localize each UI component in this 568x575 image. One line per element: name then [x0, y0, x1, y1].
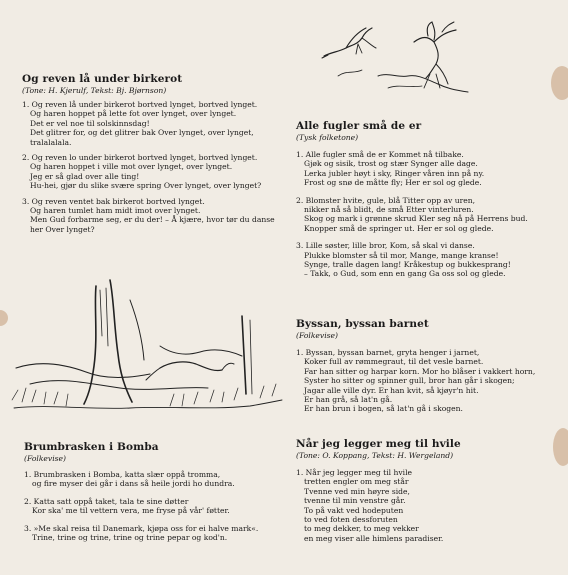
song-subtitle: (Tysk folketone)	[296, 133, 359, 142]
verse-line: tralalalala.	[30, 137, 72, 147]
song-og-reven	[22, 73, 282, 240]
birds-illustration	[318, 18, 478, 100]
verse-line: Gjøk og sisik, trost og stær Synger alle dage.	[304, 159, 478, 169]
verse-line: to ved foten dessforuten	[304, 515, 398, 525]
verse-line: Trine, trine og trine, trine og trine pepar og kod'n.	[32, 533, 228, 543]
verse-line: 1. Brumbrasken i Bomba, katta slær oppå tromma,	[24, 470, 221, 479]
verse-line: 1. Når jeg legger meg til hvile	[296, 468, 413, 477]
verse-line: 2. Og reven lo under birkerot bortved lynget, bortved lynget.	[22, 153, 258, 163]
verse-line: tretten engler om meg står	[304, 477, 409, 487]
verse	[296, 468, 551, 543]
verse-line: Jagar alle ville dyr. Er han kvit, så kjøyr'n hit.	[304, 385, 479, 395]
song-alle-fugler	[296, 120, 551, 285]
verse-line: 2. Katta satt oppå taket, tala te sine døtter	[24, 496, 189, 506]
verse-line: her Over lynget?	[30, 224, 95, 234]
song-title: Byssan, byssan barnet	[296, 318, 429, 330]
verse-line: nikker nå så blidt, de små Etter vinterluren.	[304, 205, 474, 215]
verse-line: To på vakt ved hodeputen	[304, 505, 404, 515]
verse-line: Jeg er så glad over alle ting!	[30, 171, 140, 181]
song-subtitle: (Tone: O. Koppang, Tekst: H. Wergeland)	[296, 451, 454, 460]
verse-line: Frost og snø de måtte fly; Her er sol og glede.	[304, 178, 482, 188]
page-stain	[0, 310, 8, 326]
verse	[22, 197, 282, 235]
song-subtitle: (Tone: H. Kjerulf, Tekst: Bj. Bjørnson)	[22, 86, 167, 95]
fox-stump-illustration	[10, 276, 285, 416]
verse	[22, 153, 282, 191]
page-stain	[551, 66, 568, 100]
verse	[24, 497, 274, 516]
verse-line: Syster ho sitter og spinner gull, bror han går i skogen;	[304, 376, 515, 386]
verse-line: Kor ska' me til vettern vera, me fryse på vår' føtter.	[32, 506, 230, 516]
verse-line: Det er vel noe til solskinnsdag!	[30, 118, 150, 128]
verse-line: Og haren hoppet på lette fot over lynget, over lynget.	[30, 109, 237, 119]
verse-line: Skog og mark i grønne skrud Kler seg nå på Herrens bud.	[304, 214, 528, 224]
verse-line: Knopper små de springer ut. Her er sol og glede.	[304, 223, 494, 233]
verse-line: Plukke blomster så til mor, Mange, mange kranse!	[304, 250, 499, 260]
verse	[24, 524, 274, 543]
verse	[296, 241, 551, 279]
song-naar-jeg-legger	[296, 438, 551, 549]
verse-line: 3. Og reven ventet bak birkerot bortved lynget.	[22, 196, 205, 206]
verse-line: tvenne til min venstre går.	[304, 496, 406, 506]
song-title: Alle fugler små de er	[296, 120, 422, 132]
verse-line: to meg dekker, to meg vekker	[304, 524, 419, 534]
song-title: Og reven lå under birkerot	[22, 73, 183, 85]
song-subtitle: (Folkevise)	[24, 454, 66, 463]
page-stain	[553, 428, 568, 466]
verse-line: Er han brun i bogen, så lat'n gå i skogen.	[304, 404, 463, 414]
verse	[24, 470, 274, 489]
verse-line: 1. Og reven lå under birkerot bortved lynget, bortved lynget.	[22, 100, 258, 109]
verse-line: Far han sitter og harpar korn. Mor ho blåser i vakkert horn,	[304, 366, 536, 376]
verse-line: Det glitrer for, og det glitrer bak Over lynget, over lynget,	[30, 128, 254, 138]
verse-line: Synge, tralle dagen lang! Kråkestup og bukkesprang!	[304, 260, 511, 270]
verse-line: Men Gud forbarme seg, er du der! – Å kjære, hvor tør du danse	[30, 215, 275, 225]
verse-line: 1. Alle fugler små de er Kommet nå tilbake.	[296, 150, 464, 159]
verse-line: 3. Lille søster, lille bror, Kom, så skal vi danse.	[296, 241, 475, 251]
verse-line: Hu-hei, gjør du slike svære spring Over lynget, over lynget?	[30, 181, 262, 191]
verse-line: Koker full av rømmegraut, til det vesle barnet.	[304, 357, 484, 367]
verse-line: – Takk, o Gud, som enn en gang Ga oss sol og glede.	[304, 269, 506, 279]
verse	[296, 196, 551, 234]
verse-line: Lerka jubler høyt i sky, Ringer våren inn på ny.	[304, 168, 485, 178]
song-title: Brumbrasken i Bomba	[24, 441, 159, 453]
verse-line: 3. »Me skal reisa til Danemark, kjøpa oss for ei halve mark«.	[24, 523, 259, 533]
verse-line: Er han grå, så lat'n gå.	[304, 395, 393, 405]
verse	[296, 150, 551, 188]
verse	[22, 100, 282, 147]
song-brumbrasken	[24, 441, 274, 548]
song-title: Når jeg legger meg til hvile	[296, 438, 461, 450]
verse-line: Og haren tumlet ham midt imot over lynget.	[30, 206, 201, 216]
verse	[296, 348, 551, 414]
song-byssan	[296, 318, 551, 420]
verse-line: Tvenne ved min høyre side,	[304, 486, 410, 496]
verse-line: Og haren hoppet i ville mot over lynget, over lynget.	[30, 162, 233, 172]
verse-line: 2. Blomster hvite, gule, blå Titter opp av uren,	[296, 195, 476, 205]
verse-line: en meg viser alle himlens paradiser.	[304, 533, 444, 543]
verse-line: og fire myser dei går i dans så heile jordi ho dundra.	[32, 479, 235, 489]
song-subtitle: (Folkevise)	[296, 331, 338, 340]
verse-line: 1. Byssan, byssan barnet, gryta henger i jarnet,	[296, 348, 480, 357]
